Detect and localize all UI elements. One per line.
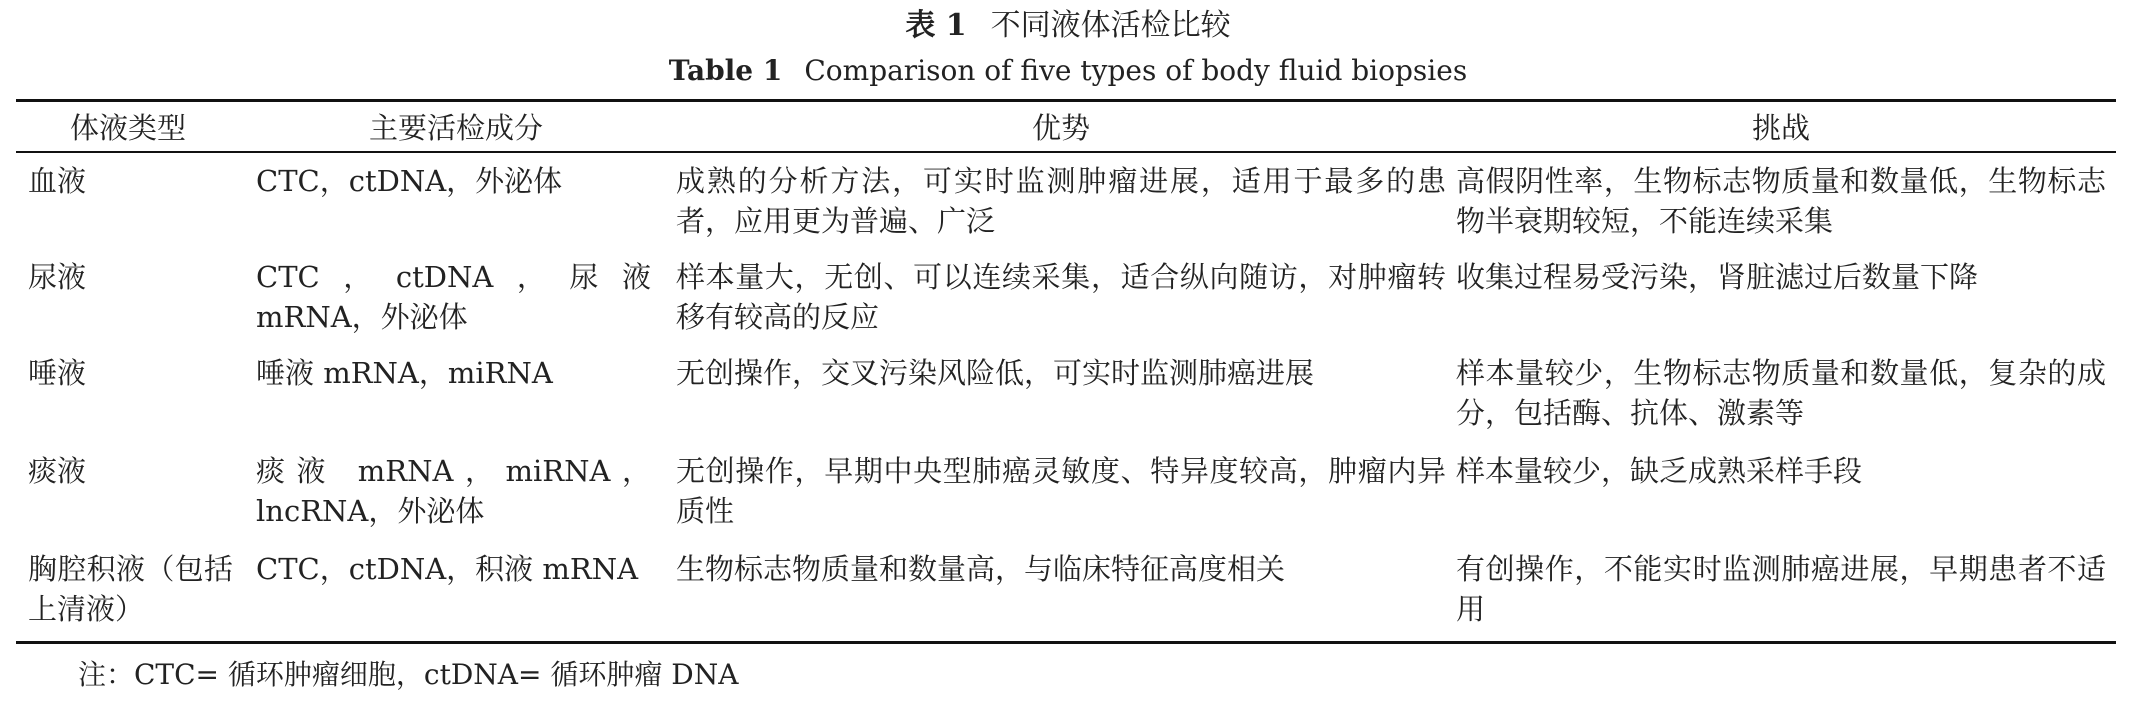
table-cell-advantages: 样本量大，无创、可以连续采集，适合纵向随访，对肿瘤转移有较高的反应 <box>676 260 1446 334</box>
table-cell-challenges: 高假阴性率，生物标志物质量和数量低，生物标志物半衰期较短，不能连续采集 <box>1456 164 2106 238</box>
table-cell-fluid-type: 胸腔积液（包括上清液） <box>28 552 233 626</box>
table-caption-english <box>0 54 2136 88</box>
table-cell-challenges: 收集过程易受污染，肾脏滤过后数量下降 <box>1456 260 1979 294</box>
header-challenges: 挑战 <box>1751 111 1810 145</box>
header-fluid-type: 体液类型 <box>69 111 186 145</box>
table-cell-fluid-type: 尿液 <box>28 260 87 294</box>
table-cell-components: CTC，ctDNA，外泌体 <box>256 164 563 198</box>
table-title-english: Comparison of five types of body fluid biopsies <box>804 54 1468 87</box>
header-advantages: 优势 <box>1031 111 1090 145</box>
table-cell-components: CTC，ctDNA，积液 mRNA <box>256 552 639 586</box>
table-cell-fluid-type: 唾液 <box>28 356 87 390</box>
table-cell-fluid-type: 痰液 <box>28 454 87 488</box>
table-bottom-rule <box>16 641 2116 644</box>
header-components: 主要活检成分 <box>368 111 543 145</box>
table-cell-challenges: 样本量较少，生物标志物质量和数量低，复杂的成分，包括酶、抗体、激素等 <box>1456 356 2106 430</box>
table-cell-components: 唾液 mRNA，miRNA <box>256 356 553 390</box>
table-cell-fluid-type: 血液 <box>28 164 87 198</box>
table-cell-advantages: 生物标志物质量和数量高，与临床特征高度相关 <box>676 552 1286 586</box>
table-title-chinese: 不同液体活检比较 <box>990 8 1231 43</box>
table-header-rule <box>16 151 2116 153</box>
table-cell-advantages: 无创操作，早期中央型肺癌灵敏度、特异度较高，肿瘤内异质性 <box>676 454 1446 528</box>
table-number-english: Table 1 <box>668 54 783 87</box>
table-cell-components: CTC，ctDNA，尿液mRNA，外泌体 <box>256 260 651 334</box>
table-caption-chinese <box>0 8 2136 44</box>
table-cell-components: 痰液 mRNA，miRNA，lncRNA，外泌体 <box>256 454 651 528</box>
table-cell-advantages: 无创操作，交叉污染风险低，可实时监测肺癌进展 <box>676 356 1315 390</box>
table-cell-challenges: 有创操作，不能实时监测肺癌进展，早期患者不适用 <box>1456 552 2106 626</box>
table-number-chinese: 表 1 <box>905 8 967 43</box>
table-footnote: 注：CTC= 循环肿瘤细胞，ctDNA= 循环肿瘤 DNA <box>78 658 739 691</box>
table-cell-advantages: 成熟的分析方法，可实时监测肿瘤进展，适用于最多的患者，应用更为普遍、广泛 <box>676 164 1446 238</box>
table-cell-challenges: 样本量较少，缺乏成熟采样手段 <box>1456 454 1863 488</box>
table-top-rule <box>16 99 2116 102</box>
